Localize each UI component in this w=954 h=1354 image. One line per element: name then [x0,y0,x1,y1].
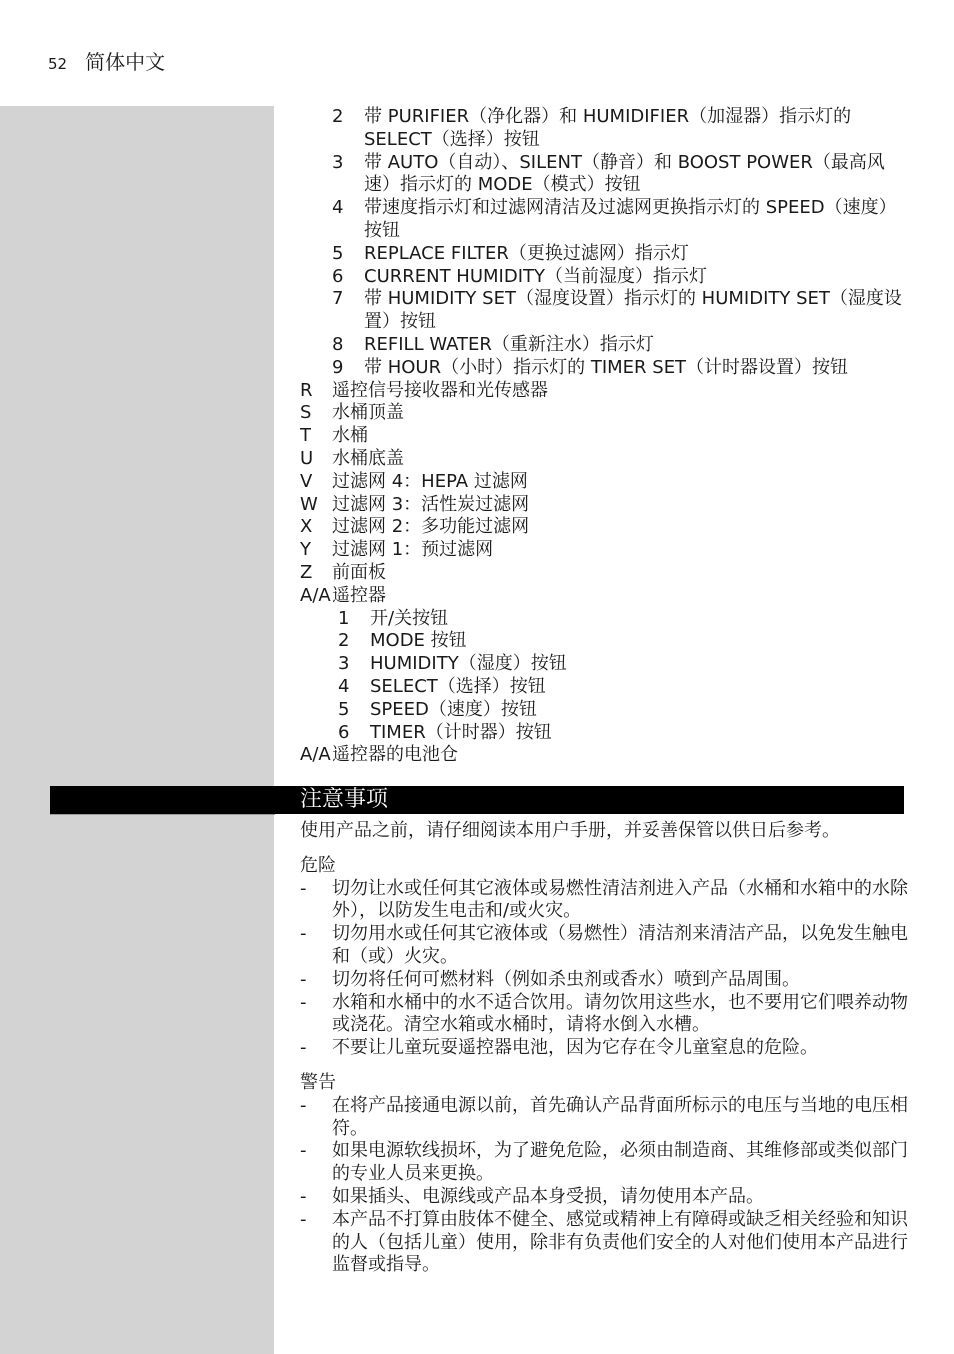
list-item-text: SELECT（选择）按钮 [370,675,546,697]
list-item-marker: 6 [332,265,344,287]
bullet-dash: - [300,1037,307,1059]
list-item [300,197,910,243]
list-item-text: REPLACE FILTER（更换过滤网）指示灯 [364,242,689,264]
list-item-marker: 2 [338,630,350,652]
list-item [300,448,910,471]
list-item [300,699,910,722]
list-item-marker: U [300,447,314,469]
bullet-dash: - [300,968,307,990]
sidebar-panel [0,106,274,1354]
page-header [48,46,165,76]
bullet-text: 切勿将任何可燃材料（例如杀虫剂或香水）喷到产品周围。 [332,968,800,990]
list-item [300,402,910,425]
list-item-letter: A/A [300,744,331,766]
list-item-text: 开/关按钮 [370,607,449,629]
bullet-dash: - [300,1094,307,1116]
list-item-text: 过滤网 3：活性炭过滤网 [332,493,530,515]
list-item-text: MODE 按钮 [370,630,467,652]
list-item [300,562,910,585]
list-item [300,539,910,562]
list-item [300,243,910,266]
bullet-dash: - [300,877,307,899]
list-item-text: 带 PURIFIER（净化器）和 HUMIDIFIER（加湿器）指示灯的 SELECT（选择）按钮 [364,106,852,150]
page-number: 52 [48,55,68,73]
list-item [300,357,910,380]
list-item-marker: 5 [332,242,344,264]
list-item-text: 带 HUMIDITY SET（湿度设置）指示灯的 HUMIDITY SET（湿度设置）按钮 [364,288,902,333]
bullet-item [300,992,910,1038]
list-item-text: HUMIDITY（湿度）按钮 [370,653,567,675]
list-item [300,653,910,676]
warning-list [300,1095,910,1277]
bullet-text: 如果电源软线损坏，为了避免危险，必须由制造商、其维修部或类似部门的专业人员来更换。 [332,1140,908,1185]
bullet-item [300,878,910,924]
list-item [300,516,910,539]
bullet-dash: - [300,1208,307,1230]
list-item-marker: Y [300,539,311,561]
list-item-marker: R [300,379,313,401]
list-item [300,380,910,403]
list-item [300,494,910,517]
list-item-text: 过滤网 2：多功能过滤网 [332,516,530,538]
divider [50,814,275,815]
bullet-text: 本产品不打算由肢体不健全、感觉或精神上有障碍或缺乏相关经验和知识的人（包括儿童）使用，除非有负责他们安全的人对他们使用本产品进行监督或指导。 [332,1208,908,1276]
bullet-item [300,1140,910,1186]
list-item-marker: 5 [338,698,350,720]
list-item-text: TIMER（计时器）按钮 [370,721,552,743]
list-item-text: 水桶底盖 [332,447,404,469]
list-item-text: 水桶顶盖 [332,402,404,424]
list-item-text: 前面板 [332,561,386,583]
bullet-item [300,1186,910,1209]
bullet-dash: - [300,923,307,945]
list-item-text: CURRENT HUMIDITY（当前湿度）指示灯 [364,265,708,287]
list-item-marker: 9 [332,356,344,378]
parts-list [300,106,910,767]
danger-heading: 危险 [300,854,336,876]
bullet-dash: - [300,1185,307,1207]
list-item-marker: 4 [338,675,350,697]
bullet-text: 切勿让水或任何其它液体或易燃性清洁剂进入产品（水桶和水箱中的水除外），以防发生电击和/或火灾。 [332,877,908,922]
battery-item [300,744,910,767]
list-item-marker: 3 [338,653,350,675]
bullet-dash: - [300,1140,307,1162]
section-title-bar [50,786,904,814]
intro-paragraph: 使用产品之前，请仔细阅读本用户手册，并妥善保管以供日后参考。 [300,820,840,841]
list-item [300,266,910,289]
list-item-marker: 2 [332,106,344,127]
list-item-text: 水桶 [332,425,368,447]
list-item-marker: X [300,516,313,538]
bullet-dash: - [300,991,307,1013]
list-item-text: 带速度指示灯和过滤网清洁及过滤网更换指示灯的 SPEED（速度）按钮 [364,197,897,241]
bullet-text: 如果插头、电源线或产品本身受损，请勿使用本产品。 [332,1185,764,1207]
list-item-marker: 4 [332,197,344,219]
list-item-marker: W [300,493,318,515]
bullet-item [300,923,910,969]
list-item [300,106,910,152]
numbered-list [300,106,910,380]
list-item [300,676,910,699]
list-item-marker: S [300,402,312,424]
danger-list [300,878,910,1060]
list-item-marker: 7 [332,288,344,310]
list-item [300,471,910,494]
bullet-item [300,969,910,992]
list-item-marker: T [300,425,311,447]
list-item-text: 过滤网 4：HEPA 过滤网 [332,470,528,492]
list-item-text: 带 AUTO（自动）、SILENT（静音）和 BOOST POWER（最高风速）指示灯的 MODE（模式）按钮 [364,151,885,196]
list-item [300,152,910,198]
list-item-text: REFILL WATER（重新注水）指示灯 [364,333,654,355]
remote-heading [300,585,910,608]
bullet-item [300,1037,910,1060]
list-item-text: 过滤网 1：预过滤网 [332,539,494,561]
list-item-text: 遥控器的电池仓 [332,744,458,766]
list-item-marker: 3 [332,151,344,173]
warning-heading: 警告 [300,1071,336,1093]
list-item [300,630,910,653]
list-item [300,288,910,334]
language-label: 简体中文 [85,50,166,74]
list-item-marker: V [300,470,313,492]
list-item-text: 带 HOUR（小时）指示灯的 TIMER SET（计时器设置）按钮 [364,356,849,378]
bullet-text: 切勿用水或任何其它液体或（易燃性）清洁剂来清洁产品，以免发生触电和（或）火灾。 [332,923,908,967]
list-item [300,425,910,448]
lettered-list [300,380,910,585]
list-item-marker: 8 [332,333,344,355]
list-item [300,334,910,357]
list-item-text: 遥控器 [332,584,386,606]
section-title: 注意事项 [300,787,389,812]
safety-notes [300,820,910,1289]
list-item [300,608,910,631]
remote-list [300,608,910,745]
list-item [300,722,910,745]
list-item-marker: 6 [338,721,350,743]
bullet-text: 水箱和水桶中的水不适合饮用。请勿饮用这些水，也不要用它们喂养动物或浇花。清空水箱或水桶时，请将水倒入水槽。 [332,991,908,1036]
list-item-marker: 1 [338,607,350,629]
bullet-text: 不要让儿童玩耍遥控器电池，因为它存在令儿童窒息的危险。 [332,1037,818,1059]
bullet-item [300,1095,910,1141]
list-item-marker: Z [300,561,313,583]
list-item-text: SPEED（速度）按钮 [370,698,537,720]
list-item-text: 遥控信号接收器和光传感器 [332,379,548,401]
list-item-letter: A/A [300,584,331,606]
bullet-text: 在将产品接通电源以前，首先确认产品背面所标示的电压与当地的电压相符。 [332,1094,908,1139]
bullet-item [300,1209,910,1277]
